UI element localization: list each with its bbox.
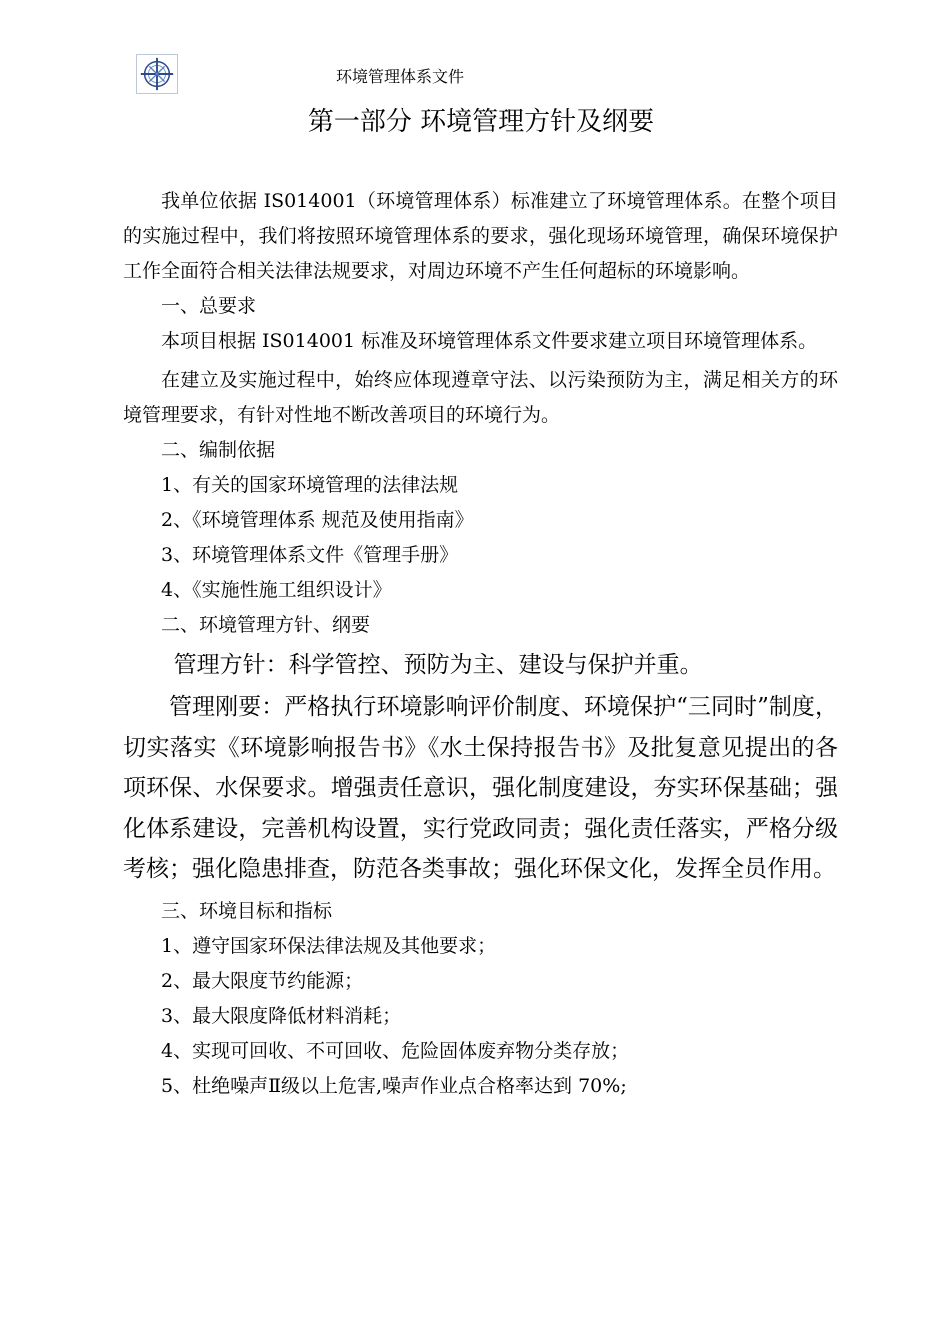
company-logo-icon [137, 55, 177, 93]
policy-text: 管理方针：科学管控、预防为主、建设与保护并重。 [173, 652, 703, 678]
basis-item: 3、环境管理体系文件《管理手册》 [161, 544, 459, 566]
target-item: 4、实现可回收、不可回收、危险固体废弃物分类存放； [161, 1039, 630, 1062]
target-item: 3、最大限度降低材料消耗； [161, 1004, 402, 1027]
section-basis-heading: 二、编制依据 [161, 439, 276, 461]
target-item: 5、杜绝噪声Ⅱ级以上危害,噪声作业点合格率达到 70%; [161, 1074, 627, 1097]
section-targets-heading: 三、环境目标和指标 [161, 899, 333, 922]
section-general-paragraph-2: 在建立及实施过程中，始终应体现遵章守法、以污染预防为主，满足相关方的环境管理要求，有针对性地不断改善项目的环境行为。 [123, 369, 838, 426]
section-policy-heading: 二、环境管理方针、纲要 [161, 614, 371, 636]
outline-text: 管理刚要：严格执行环境影响评价制度、环境保护“三同时”制度，切实落实《环境影响报告书》《水土保持报告书》及批复意见提出的各项环保、水保要求。增强责任意识，强化制度建设，夯实环保基础；强化体系建设，完善机构设置，实行党政同责；强化责任落实，严格分级考核；强化隐患排查，防范各类事故；强化环保文化，发挥全员作用。 [123, 694, 838, 882]
target-item: 2、最大限度节约能源； [161, 969, 364, 992]
target-item: 1、遵守国家环保法律法规及其他要求； [161, 934, 497, 957]
intro-paragraph: 我单位依据 IS014001（环境管理体系）标准建立了环境管理体系。在整个项目的实施过程中，我们将按照环境管理体系的要求，强化现场环境管理，确保环境保护工作全面符合相关法律法规要求，对周边环境不产生任何超标的环境影响。 [123, 190, 838, 282]
header-doc-type: 环境管理体系文件 [336, 67, 465, 86]
document-body [123, 184, 838, 1104]
section-general-heading: 一、总要求 [161, 295, 257, 317]
basis-item: 4、《实施性施工组织设计》 [161, 579, 392, 601]
basis-item: 1、有关的国家环境管理的法律法规 [161, 474, 459, 496]
company-logo [136, 54, 178, 94]
section-general-paragraph-1: 本项目根据 IS014001 标准及环境管理体系文件要求建立项目环境管理体系。 [161, 330, 818, 352]
basis-item: 2、《环境管理体系 规范及使用指南》 [161, 509, 474, 531]
page-title: 第一部分 环境管理方针及纲要 [307, 107, 655, 137]
